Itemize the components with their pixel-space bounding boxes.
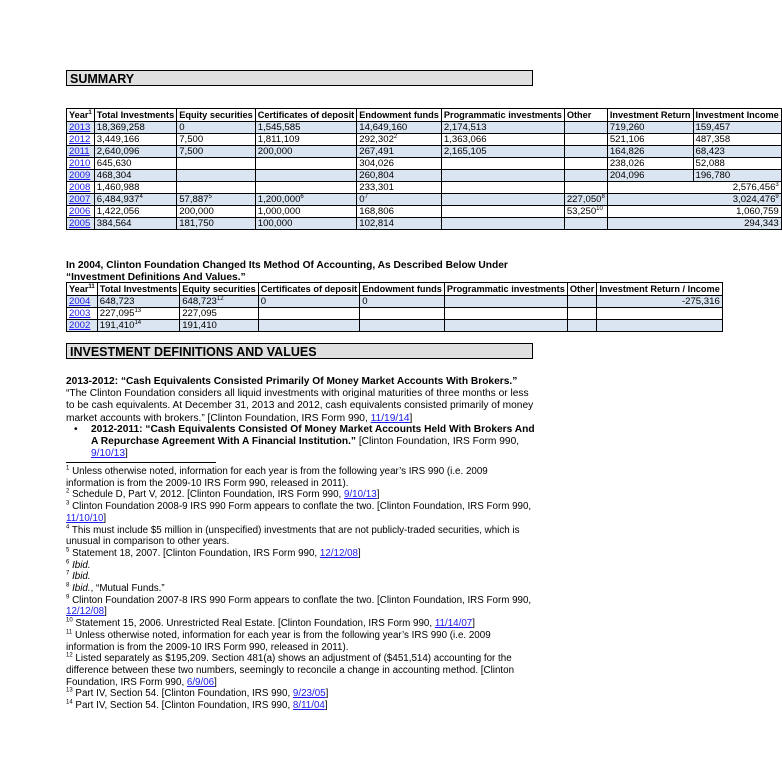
year-cell — [67, 145, 95, 157]
return-income-cell — [597, 307, 722, 319]
year-link[interactable]: 2007 — [69, 193, 91, 205]
year-cell — [67, 193, 95, 205]
year-cell — [67, 157, 95, 169]
table-row — [67, 205, 782, 217]
footnote-separator — [66, 462, 216, 463]
year-link[interactable]: 2010 — [69, 157, 91, 169]
column-header: Year$^{11}$ — [67, 283, 98, 296]
year-cell — [67, 217, 95, 229]
endow-cell: 267,491 — [357, 145, 442, 157]
other-cell — [564, 181, 607, 193]
prog-cell: 2,165,105 — [441, 145, 564, 157]
prog-cell — [444, 319, 567, 331]
endow-cell: 304,026 — [357, 157, 442, 169]
column-header: Investment Return / Income — [597, 283, 722, 296]
footnote: $^{12}$ Listed separately as $195,209. Section 481(a) shows an adjustment of ($451,514) accounting for the difference between these two numbers, seemingly to reconcile a change in accounting method. [Clinton Foundation, IRS Form 990, 6/9/06] — [66, 652, 515, 688]
equity-cell: 181,750 — [177, 217, 256, 229]
prog-cell — [444, 295, 567, 307]
equity-cell: 7,500 — [177, 133, 256, 145]
bullet-title: 2012-2011: “Cash Equivalents Consisted Of Money Market Accounts Held With Brokers And A Repurchase Agreement With A Financial Institution.” — [91, 424, 535, 448]
source-link[interactable]: 11/19/14 — [370, 412, 410, 424]
column-header: Other — [564, 109, 607, 122]
endow-cell: 168,806 — [357, 205, 442, 217]
year-link[interactable]: 2009 — [69, 169, 91, 181]
investment-definitions-heading: INVESTMENT DEFINITIONS AND VALUES — [66, 343, 533, 359]
footnote: $^{13}$ Part IV, Section 54. [Clinton Foundation, IRS 990, 9/23/05] — [66, 688, 329, 700]
source-link[interactable]: 9/10/13 — [91, 448, 125, 460]
column-header: Certificates of deposit — [258, 283, 360, 296]
year-link[interactable]: 2008 — [69, 181, 91, 193]
year-link[interactable]: 2011 — [69, 145, 90, 157]
definition-text: “The Clinton Foundation considers all liquid investments with original maturities of three months or less to be cash equivalents. At December 31, 2013 and 2012, cash equivalents consisted primarily of money market accounts with brokers.” [Clinton Foundation, IRS Form 990, — [66, 388, 534, 424]
table-row — [67, 157, 782, 169]
source-link[interactable]: 6/9/06 — [186, 676, 215, 688]
source-link[interactable]: 11/10/10 — [66, 512, 104, 524]
year-cell — [67, 121, 95, 133]
other-cell: 53,250$^{10}$ — [564, 205, 607, 217]
footnote: $^{11}$ Unless otherwise noted, information for each year is from the following year’s IRS 990 (i.e. 2009 information is from the 2009-10 IRS Form 990, released in 2011). — [66, 629, 491, 653]
column-header: Endowment funds — [357, 109, 442, 122]
table-row — [67, 193, 782, 205]
return-income-cell: 294,343 — [607, 217, 781, 229]
source-link[interactable]: 12/12/08 — [66, 606, 105, 618]
return-income-cell: 1,060,759 — [607, 205, 781, 217]
income-cell: 159,457 — [693, 121, 781, 133]
prog-cell — [441, 169, 564, 181]
other-cell: 227,050$^8$ — [564, 193, 607, 205]
footnote: $^8$ Ibid., “Mutual Funds.” — [66, 582, 165, 595]
source-link[interactable]: 11/14/07 — [434, 618, 473, 630]
endow-cell: 260,804 — [357, 169, 442, 181]
return-income-cell: 3,024,476$^9$ — [607, 193, 781, 205]
summary-heading: SUMMARY — [66, 70, 533, 86]
equity-cell: 200,000 — [177, 205, 256, 217]
other-cell — [567, 319, 597, 331]
bullet-icon: • — [74, 424, 78, 435]
column-header: Investment Return — [607, 109, 693, 122]
table-row — [67, 133, 782, 145]
other-cell — [564, 121, 607, 133]
summary-table — [66, 108, 782, 230]
prog-cell — [441, 181, 564, 193]
income-cell: 196,780 — [693, 169, 781, 181]
prog-cell: 2,174,513 — [441, 121, 564, 133]
cert-cell: 200,000 — [255, 145, 357, 157]
return-cell: 164,826 — [607, 145, 693, 157]
return-cell: 204,096 — [607, 169, 693, 181]
table-row — [67, 307, 723, 319]
equity-cell: 0 — [177, 121, 256, 133]
footnotes — [66, 466, 536, 712]
footnote: $^9$ Clinton Foundation 2007-8 IRS 990 Form appears to conflate the two. [Clinton Foundation, IRS Form 990, 12/12/08] — [66, 594, 532, 618]
total-cell: 645,630 — [94, 157, 176, 169]
column-header: Year$^1$ — [67, 109, 95, 122]
endow-cell: 102,814 — [357, 217, 442, 229]
cert-cell: 1,000,000 — [255, 205, 357, 217]
column-header: Endowment funds — [360, 283, 445, 296]
year-cell — [67, 295, 98, 307]
total-cell: 1,460,988 — [94, 181, 176, 193]
header-row — [67, 109, 782, 122]
year-link[interactable]: 2012 — [69, 133, 91, 145]
prog-cell — [441, 193, 564, 205]
table-row — [67, 319, 723, 331]
table-row — [67, 121, 782, 133]
cert-cell — [255, 169, 357, 181]
year-cell — [67, 319, 98, 331]
endow-cell — [360, 307, 445, 319]
equity-cell — [177, 181, 256, 193]
endow-cell — [360, 319, 445, 331]
table-row — [67, 145, 782, 157]
year-link[interactable]: 2013 — [69, 121, 91, 133]
footnote: $^1$ Unless otherwise noted, information for each year is from the following year’s IRS 990 (i.e. 2009 information is from the 2009-10 IRS Form 990, released in 2011). — [66, 465, 488, 489]
cert-cell — [255, 157, 357, 169]
total-cell: 18,369,258 — [94, 121, 176, 133]
year-cell — [67, 133, 95, 145]
cert-cell: 0 — [258, 295, 360, 307]
table-row — [67, 169, 782, 181]
endow-cell: 14,649,160 — [357, 121, 442, 133]
cert-cell: 1,811,109 — [255, 133, 357, 145]
return-cell: 719,260 — [607, 121, 693, 133]
year-cell — [67, 169, 95, 181]
prog-cell — [444, 307, 567, 319]
column-header: Total Investments — [97, 283, 179, 296]
column-header: Certificates of deposit — [255, 109, 357, 122]
footnote: $^{10}$ Statement 15, 2006. Unrestricted Real Estate. [Clinton Foundation, IRS Form 990, 11/14/07] — [66, 617, 475, 630]
income-cell: 487,358 — [693, 133, 781, 145]
source-link[interactable]: 8/11/04 — [292, 700, 325, 712]
footnote: $^{14}$ Part IV, Section 54. [Clinton Foundation, IRS 990, 8/11/04] — [66, 699, 328, 712]
cert-cell: 1,545,585 — [255, 121, 357, 133]
cert-cell — [258, 307, 360, 319]
table-row — [67, 217, 782, 229]
year-link[interactable]: 2005 — [69, 217, 91, 229]
year-cell — [67, 205, 95, 217]
pre-2005-table — [66, 282, 723, 332]
endow-cell: 0 — [360, 295, 445, 307]
table-row — [67, 181, 782, 193]
equity-cell: 227,095 — [180, 307, 259, 319]
footnote: $^4$ This must include $5 million in (unspecified) investments that are not publicly-traded securities, which is unusual in comparison to other years. — [66, 524, 520, 548]
total-cell: 468,304 — [94, 169, 176, 181]
return-income-cell — [597, 319, 722, 331]
prog-cell: 1,363,066 — [441, 133, 564, 145]
endow-cell: 292,302$^2$ — [357, 133, 442, 145]
footnote: $^7$ Ibid. — [66, 571, 91, 583]
other-cell — [564, 145, 607, 157]
equity-cell — [177, 157, 256, 169]
definition-title: 2013-2012: “Cash Equivalents Consisted Primarily Of Money Market Accounts With Brokers.” — [66, 376, 518, 387]
equity-cell: 648,723$^{12}$ — [180, 295, 259, 307]
return-cell: 238,026 — [607, 157, 693, 169]
year-link[interactable]: 2004 — [69, 295, 91, 307]
return-cell: 521,106 — [607, 133, 693, 145]
total-cell: 191,410$^{14}$ — [97, 319, 179, 331]
equity-cell: 7,500 — [177, 145, 256, 157]
cert-cell: 1,200,000$^6$ — [255, 193, 357, 205]
source-link[interactable]: 9/23/05 — [292, 688, 326, 700]
total-cell: 384,564 — [94, 217, 176, 229]
income-cell: 68,423 — [693, 145, 781, 157]
equity-cell — [177, 169, 256, 181]
other-cell — [564, 133, 607, 145]
total-cell: 2,640,096 — [94, 145, 176, 157]
header-row — [67, 283, 723, 296]
equity-cell: 191,410 — [180, 319, 259, 331]
source-link[interactable]: 9/10/13 — [344, 489, 377, 501]
total-cell: 227,095$^{13}$ — [97, 307, 179, 319]
return-income-cell: 2,576,456$^3$ — [607, 181, 781, 193]
footnote: $^6$ Ibid. — [66, 559, 91, 571]
table-row — [67, 295, 723, 307]
equity-cell: 57,887$^5$ — [177, 193, 256, 205]
total-cell: 1,422,056 — [94, 205, 176, 217]
other-cell — [564, 157, 607, 169]
footnote: $^2$ Schedule D, Part V, 2012. [Clinton Foundation, IRS Form 990, 9/10/13] — [66, 489, 380, 501]
column-header: Other — [567, 283, 597, 296]
cert-cell — [255, 181, 357, 193]
accounting-change-note: In 2004, Clinton Foundation Changed Its Method Of Accounting, As Described Below Under “Investment Definitions And Values.” — [66, 260, 508, 284]
prog-cell — [441, 157, 564, 169]
return-income-cell: -275,316 — [597, 295, 722, 307]
endow-cell: 233,301 — [357, 181, 442, 193]
definition-paragraph: 2013-2012: “Cash Equivalents Consisted Primarily Of Money Market Accounts With Brokers.” “The Clinton Foundation considers all liquid investments with original maturities of three months or less to be cash equivalents. At December 31, 2013 and 2012, cash equivalents consisted primarily of money market accounts with brokers.” [Clinton Foundation, IRS Form 990, 11/19/14] — [66, 376, 534, 424]
prog-cell — [441, 205, 564, 217]
prog-cell — [441, 217, 564, 229]
column-header: Investment Income — [693, 109, 781, 122]
total-cell: 6,484,937$^4$ — [94, 193, 176, 205]
income-cell: 52,088 — [693, 157, 781, 169]
year-cell — [67, 307, 98, 319]
other-cell — [567, 307, 597, 319]
total-cell: 648,723 — [97, 295, 179, 307]
total-cell: 3,449,166 — [94, 133, 176, 145]
year-cell — [67, 181, 95, 193]
year-link[interactable]: 2006 — [69, 205, 91, 217]
cert-cell: 100,000 — [255, 217, 357, 229]
definition-bullet: • 2012-2011: “Cash Equivalents Consisted Of Money Market Accounts Held With Brokers And A Repurchase Agreement With A Financial Institution.” [Clinton Foundation, IRS Form 990, 9/10/13] — [74, 424, 535, 460]
column-header: Total Investments — [94, 109, 176, 122]
other-cell — [564, 217, 607, 229]
bullet-text: [Clinton Foundation, IRS Form 990, — [356, 436, 520, 448]
footnote: $^3$ Clinton Foundation 2008-9 IRS 990 Form appears to conflate the two. [Clinton Foundation, IRS Form 990, 11/10/10] — [66, 500, 532, 524]
year-link[interactable]: 2002 — [69, 319, 91, 331]
footnote: $^5$ Statement 18, 2007. [Clinton Foundation, IRS Form 990, 12/12/08] — [66, 547, 361, 559]
endow-cell: $0^7$ — [357, 193, 442, 205]
column-header: Equity securities — [180, 283, 259, 296]
other-cell — [567, 295, 597, 307]
other-cell — [564, 169, 607, 181]
cert-cell — [258, 319, 360, 331]
column-header: Equity securities — [177, 109, 256, 122]
year-link[interactable]: 2003 — [69, 307, 91, 319]
column-header: Programmatic investments — [441, 109, 564, 122]
source-link[interactable]: 12/12/08 — [319, 547, 359, 559]
column-header: Programmatic investments — [444, 283, 567, 296]
